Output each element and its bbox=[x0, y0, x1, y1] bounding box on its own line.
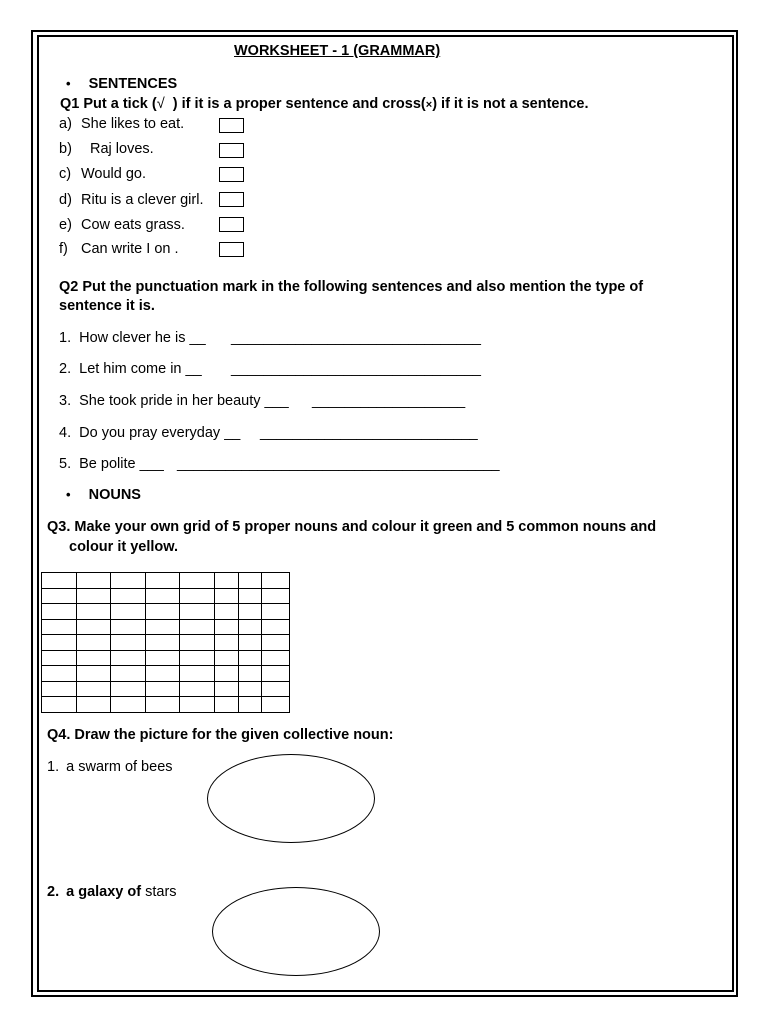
grid-cell[interactable] bbox=[239, 619, 262, 635]
grid-cell[interactable] bbox=[180, 604, 215, 620]
grid-cell[interactable] bbox=[111, 635, 146, 651]
grid-cell[interactable] bbox=[42, 650, 77, 666]
grid-cell[interactable] bbox=[262, 573, 290, 589]
grid-cell[interactable] bbox=[42, 697, 77, 713]
section-sentences bbox=[66, 75, 177, 93]
grid-cell[interactable] bbox=[146, 588, 180, 604]
answer-box[interactable] bbox=[219, 242, 244, 257]
bullet: • bbox=[66, 487, 71, 502]
grid-cell[interactable] bbox=[77, 681, 111, 697]
q2-answer-line[interactable]: _______________________________ bbox=[231, 330, 481, 346]
q1-item-label: d) bbox=[59, 192, 72, 208]
tick-symbol: √ bbox=[156, 96, 165, 112]
grid-cell[interactable] bbox=[146, 635, 180, 651]
q2-item-num: 3. bbox=[59, 393, 72, 409]
grid-cell[interactable] bbox=[262, 681, 290, 697]
q2-item-text: She took pride in her beauty ___ bbox=[79, 393, 289, 409]
q4-item-bold-text: a galaxy of bbox=[66, 884, 142, 900]
grid-cell[interactable] bbox=[146, 681, 180, 697]
q1-item-label: f) bbox=[59, 241, 68, 257]
q4-question: Q4. Draw the picture for the given collective noun: bbox=[47, 727, 394, 743]
q2-item-num: 5. bbox=[59, 456, 72, 472]
section-heading: SENTENCES bbox=[88, 76, 178, 92]
grid-cell[interactable] bbox=[146, 573, 180, 589]
q2-answer-line[interactable]: _______________________________ bbox=[231, 361, 481, 377]
grid-cell[interactable] bbox=[111, 697, 146, 713]
q2-item bbox=[59, 455, 164, 473]
q2-item-text: Be polite ___ bbox=[79, 456, 164, 472]
grid-cell[interactable] bbox=[215, 619, 239, 635]
answer-box[interactable] bbox=[219, 143, 244, 158]
grid-row bbox=[42, 635, 290, 651]
grid-cell[interactable] bbox=[262, 666, 290, 682]
grid-cell[interactable] bbox=[42, 681, 77, 697]
grid-cell[interactable] bbox=[262, 635, 290, 651]
grid-cell[interactable] bbox=[146, 666, 180, 682]
grid-cell[interactable] bbox=[180, 619, 215, 635]
grid-cell[interactable] bbox=[146, 650, 180, 666]
grid-cell[interactable] bbox=[77, 697, 111, 713]
grid-cell[interactable] bbox=[77, 588, 111, 604]
grid-cell[interactable] bbox=[180, 635, 215, 651]
cross-symbol: × bbox=[425, 99, 433, 111]
grid-cell[interactable] bbox=[111, 666, 146, 682]
q2-answer-line[interactable]: ___________________________ bbox=[260, 425, 478, 441]
grid-cell[interactable] bbox=[215, 635, 239, 651]
grid-cell[interactable] bbox=[111, 619, 146, 635]
grid-cell[interactable] bbox=[111, 588, 146, 604]
q4-item bbox=[47, 883, 177, 901]
grid-row bbox=[42, 697, 290, 713]
grid-cell[interactable] bbox=[239, 573, 262, 589]
grid-cell[interactable] bbox=[111, 573, 146, 589]
grid-cell[interactable] bbox=[77, 650, 111, 666]
q3-question-line1: Q3. Make your own grid of 5 proper nouns and colour it green and 5 common nouns and bbox=[47, 519, 657, 535]
grid-cell[interactable] bbox=[239, 666, 262, 682]
q2-item-num: 4. bbox=[59, 425, 72, 441]
q1-item-label: e) bbox=[59, 217, 72, 233]
grid-cell[interactable] bbox=[215, 604, 239, 620]
grid-cell[interactable] bbox=[77, 635, 111, 651]
grid-cell[interactable] bbox=[215, 650, 239, 666]
grid-row bbox=[42, 666, 290, 682]
grid-row bbox=[42, 650, 290, 666]
grid-cell[interactable] bbox=[180, 588, 215, 604]
q2-item-text: How clever he is __ bbox=[79, 330, 206, 346]
grid-cell[interactable] bbox=[262, 650, 290, 666]
q2-item-text: Do you pray everyday __ bbox=[79, 425, 241, 441]
q2-answer-line[interactable]: ________________________________________ bbox=[177, 456, 500, 472]
grid-cell[interactable] bbox=[180, 697, 215, 713]
grid-row bbox=[42, 588, 290, 604]
grid-row bbox=[42, 619, 290, 635]
worksheet-title: WORKSHEET - 1 (GRAMMAR) bbox=[234, 43, 441, 59]
q1-item-text: Would go. bbox=[81, 166, 147, 182]
q1-middle: ) if it is a proper sentence and cross( bbox=[164, 96, 426, 112]
answer-box[interactable] bbox=[219, 118, 244, 133]
grid-cell[interactable] bbox=[239, 635, 262, 651]
section-nouns bbox=[66, 486, 141, 504]
grid-cell[interactable] bbox=[42, 666, 77, 682]
grid-cell[interactable] bbox=[77, 619, 111, 635]
grid-cell[interactable] bbox=[262, 588, 290, 604]
grid-cell[interactable] bbox=[215, 666, 239, 682]
q1-prefix: Q1 Put a tick ( bbox=[60, 96, 157, 112]
answer-box[interactable] bbox=[219, 167, 244, 182]
q1-item-text: Can write I on . bbox=[81, 241, 179, 257]
grid-cell[interactable] bbox=[180, 681, 215, 697]
grid-cell[interactable] bbox=[77, 666, 111, 682]
drawing-oval[interactable] bbox=[212, 887, 380, 976]
q1-item-text: Raj loves. bbox=[90, 141, 154, 157]
grid-row bbox=[42, 604, 290, 620]
noun-grid bbox=[41, 572, 290, 713]
grid-cell[interactable] bbox=[146, 619, 180, 635]
grid-cell[interactable] bbox=[262, 619, 290, 635]
grid-cell[interactable] bbox=[215, 588, 239, 604]
grid-row bbox=[42, 573, 290, 589]
grid-cell[interactable] bbox=[180, 666, 215, 682]
grid-cell[interactable] bbox=[42, 604, 77, 620]
q1-item-text: Ritu is a clever girl. bbox=[81, 192, 204, 208]
q1-suffix: ) if it is not a sentence. bbox=[432, 96, 589, 112]
grid-cell[interactable] bbox=[180, 650, 215, 666]
grid-cell[interactable] bbox=[77, 573, 111, 589]
q2-item bbox=[59, 360, 202, 378]
grid-cell[interactable] bbox=[42, 588, 77, 604]
q1-item-text: She likes to eat. bbox=[81, 116, 185, 132]
grid-cell[interactable] bbox=[42, 573, 77, 589]
answer-box[interactable] bbox=[219, 217, 244, 232]
section-heading: NOUNS bbox=[88, 487, 141, 503]
grid-cell[interactable] bbox=[215, 573, 239, 589]
grid-cell[interactable] bbox=[239, 604, 262, 620]
grid-cell[interactable] bbox=[239, 650, 262, 666]
grid-cell[interactable] bbox=[77, 604, 111, 620]
grid-cell[interactable] bbox=[215, 697, 239, 713]
q2-item-num: 2. bbox=[59, 361, 72, 377]
answer-box[interactable] bbox=[219, 192, 244, 207]
q4-item bbox=[47, 758, 173, 776]
grid-cell[interactable] bbox=[42, 635, 77, 651]
q1-item-text: Cow eats grass. bbox=[81, 217, 185, 233]
grid-cell[interactable] bbox=[215, 681, 239, 697]
q2-item bbox=[59, 329, 206, 347]
grid-row bbox=[42, 681, 290, 697]
grid-cell[interactable] bbox=[111, 681, 146, 697]
grid-cell[interactable] bbox=[146, 604, 180, 620]
q1-question bbox=[60, 95, 589, 114]
drawing-oval[interactable] bbox=[207, 754, 375, 843]
q4-item-num: 2. bbox=[47, 884, 60, 900]
grid-cell[interactable] bbox=[42, 619, 77, 635]
q4-item-text: a swarm of bees bbox=[66, 759, 173, 775]
q4-item-text: stars bbox=[145, 884, 177, 900]
grid-cell[interactable] bbox=[239, 697, 262, 713]
q2-item bbox=[59, 424, 240, 442]
q2-item-text: Let him come in __ bbox=[79, 361, 202, 377]
q2-answer-line[interactable]: ___________________ bbox=[312, 393, 466, 409]
grid-cell[interactable] bbox=[239, 681, 262, 697]
grid-cell[interactable] bbox=[111, 604, 146, 620]
grid-cell[interactable] bbox=[262, 697, 290, 713]
q2-item bbox=[59, 392, 289, 410]
q3-question-line2: colour it yellow. bbox=[69, 539, 179, 555]
grid-cell[interactable] bbox=[111, 650, 146, 666]
grid-cell[interactable] bbox=[180, 573, 215, 589]
q2-item-num: 1. bbox=[59, 330, 72, 346]
q1-item-label: b) bbox=[59, 141, 72, 157]
grid-cell[interactable] bbox=[239, 588, 262, 604]
q1-item-label: a) bbox=[59, 116, 72, 132]
q4-item-num: 1. bbox=[47, 759, 60, 775]
q2-question-line1: Q2 Put the punctuation mark in the following sentences and also mention the type of bbox=[59, 279, 644, 295]
q1-item-label: c) bbox=[59, 166, 72, 182]
grid-cell[interactable] bbox=[146, 697, 180, 713]
q2-question-line2: sentence it is. bbox=[59, 298, 155, 314]
grid-cell[interactable] bbox=[262, 604, 290, 620]
bullet: • bbox=[66, 76, 71, 91]
